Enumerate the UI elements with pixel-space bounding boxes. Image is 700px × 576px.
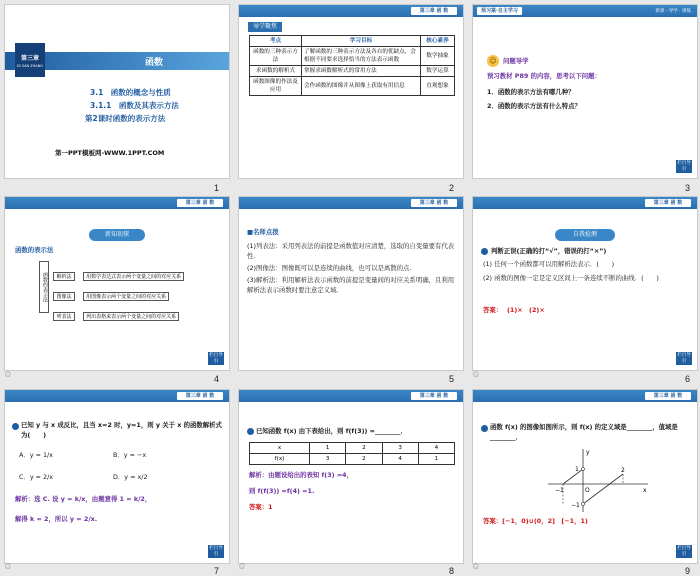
topic-title: 函数 — [145, 58, 164, 68]
side-label: 函数的表示法 — [39, 261, 49, 313]
question-text: 函数 f(x) 的图像如图所示，则 f(x) 的定义域是________，值域是________． — [490, 423, 678, 441]
method-desc: 用数学表达式表示两个变量之间的对应关系 — [83, 272, 184, 281]
answer-text: 答案：[−1，0)∪(0，2] [−1，1) — [483, 517, 588, 525]
method-row-1 — [53, 263, 184, 282]
chapter-tag: 第三章 函 数 — [177, 199, 223, 207]
slide-1[interactable] — [4, 4, 230, 179]
transition-icon[interactable]: ✩ — [4, 562, 12, 572]
method-row-2 — [53, 283, 169, 302]
slide-2[interactable] — [238, 4, 464, 179]
slide-number-8: 8 — [449, 566, 455, 576]
intro-text: 预习教材 P89 的内容，思考以下问题： — [487, 72, 601, 80]
solution-2: 解得 k = 2，所以 y = 2/x. — [15, 515, 98, 523]
subtitle-2: 3.1.1 函数及其表示方法 — [90, 101, 179, 110]
slide-number-9: 9 — [685, 566, 691, 576]
cell: 直观想象 — [421, 77, 455, 96]
x-axis-label: x — [643, 487, 647, 494]
transition-icon[interactable]: ✩ — [4, 370, 12, 380]
cell: 函数的三种表示方法 — [250, 47, 302, 66]
cell: f(x) — [250, 454, 310, 465]
item-1: (1) 任何一个函数都可以用解析法表示．( ) — [483, 260, 615, 268]
cell: 2 — [346, 454, 382, 465]
question-text: 已知 y 与 x 成反比，且当 x=2 时，y=1，则 y 关于 x 的函数解析式为( ) — [21, 421, 222, 439]
question-icon — [12, 423, 19, 430]
nav-corner-button[interactable]: 栏目导引 — [209, 546, 223, 557]
chapter-tag: 第三章 函 数 — [411, 199, 457, 207]
tip-heading: ■名师点拨 — [247, 228, 279, 236]
slide-8[interactable] — [238, 389, 464, 564]
origin-label: O — [585, 487, 590, 494]
slide-number-7: 7 — [214, 566, 220, 576]
th-point: 考点 — [250, 36, 302, 47]
answer-text: (1)× (2)× — [507, 306, 545, 314]
cell: 2 — [346, 443, 382, 454]
chapter-label: 第三章 — [20, 55, 39, 62]
section-banner: 自我检测 — [555, 229, 615, 241]
question-icon — [481, 425, 488, 432]
tick-label: 1 — [575, 466, 579, 473]
question-text: 已知函数 f(x) 由下表给出，则 f(f(3)) =________． — [256, 427, 407, 435]
solution-1: 解析：由题设给出的表知 f(3) =4， — [249, 471, 354, 479]
solution-2: 则 f(f(3)) =f(4) =1. — [249, 487, 315, 495]
method-name: 图像法 — [53, 292, 75, 301]
nav-corner-button[interactable]: 栏目导引 — [209, 353, 223, 364]
section-heading: 函数的表示法 — [15, 246, 54, 254]
objectives-table — [249, 35, 455, 96]
nav-corner-button[interactable]: 栏目导引 — [677, 353, 691, 364]
chapter-tag: 第三章 函 数 — [645, 392, 691, 400]
option-c[interactable]: C．y = 2/x — [19, 473, 54, 481]
nav-corner-button[interactable]: 栏目导引 — [677, 546, 691, 557]
section-banner: 导学聚焦 — [248, 22, 282, 32]
cell: 4 — [382, 454, 418, 465]
subtitle-1: 3.1 函数的概念与性质 — [90, 88, 171, 97]
y-axis-label: y — [586, 449, 590, 456]
transition-icon[interactable]: ✩ — [238, 562, 246, 572]
question-title: 问题导学 — [503, 57, 529, 65]
answer-text: 答案：1 — [249, 503, 273, 511]
subtitle-3: 第2课时函数的表示方法 — [85, 114, 166, 123]
slide-number-1: 1 — [214, 183, 220, 193]
solution-1: 解析：选 C. 设 y = k/x，由题意得 1 = k/2， — [15, 495, 152, 503]
slide-number-3: 3 — [685, 183, 691, 193]
item-2: (2) 函数的图像一定是定义区间上一条连续不断的曲线．( ) — [483, 274, 659, 282]
judge-question: 判断正误(正确的打“√”，错误的打“×”) — [491, 247, 607, 255]
slide-number-4: 4 — [214, 374, 220, 384]
function-graph — [543, 444, 653, 514]
nav-corner-button[interactable]: 栏目导引 — [677, 161, 691, 172]
section-banner: 预习案·自主学习 — [477, 7, 522, 15]
slide-7[interactable] — [4, 389, 230, 564]
option-b[interactable]: B．y = −x — [113, 451, 147, 459]
method-row-3 — [53, 303, 179, 322]
cell: 1 — [310, 443, 346, 454]
tick-label: −1 — [571, 502, 580, 509]
chapter-en: DI SAN ZHANG — [16, 64, 43, 68]
tip-3: (3)解析法：利用解析法表示函数的前提是变量间的对应关系明确，且利用解析法表示函数时要注意定义域. — [247, 276, 455, 294]
cell: 求函数的解析式 — [250, 66, 302, 77]
slide-4[interactable] — [4, 196, 230, 371]
judge-icon — [481, 248, 488, 255]
question-2: 2．函数的表示方法有什么特点？ — [487, 102, 581, 110]
cell: 4 — [418, 443, 454, 454]
slide-9[interactable] — [472, 389, 698, 564]
method-name: 解析法 — [53, 272, 75, 281]
nav-links[interactable]: 新课 · 导学 · 训练 — [655, 9, 691, 14]
watermark-text: 第一PPT模板网-WWW.1PPT.COM — [55, 149, 165, 157]
cell: 会作函数的图像并从图像上获取有用信息 — [302, 77, 421, 96]
option-d[interactable]: D．y = x/2 — [113, 473, 148, 481]
chapter-badge — [15, 43, 45, 77]
cell: x — [250, 443, 310, 454]
option-a[interactable]: A．y = 1/x — [19, 451, 53, 459]
method-name: 列表法 — [53, 312, 75, 321]
slide-number-2: 2 — [449, 183, 455, 193]
cell: 3 — [382, 443, 418, 454]
tip-1: (1)列表法：采用列表法的前提是函数值对应清楚，选取的自变量要有代表性. — [247, 242, 455, 260]
values-table — [249, 442, 455, 465]
cell: 1 — [418, 454, 454, 465]
cell: 掌握求函数解析式的常用方法 — [302, 66, 421, 77]
method-desc: 用图像表示两个变量之间的对应关系 — [83, 292, 169, 301]
slide-number-6: 6 — [685, 374, 691, 384]
smile-icon: ☺ — [487, 55, 499, 67]
chapter-tag: 第三章 函 数 — [411, 7, 457, 15]
cell: 函数图像的作法及应用 — [250, 77, 302, 96]
slide-5[interactable] — [238, 196, 464, 371]
tick-label: 2 — [621, 467, 625, 474]
section-banner: 新知初探 — [89, 229, 145, 241]
cell: 3 — [310, 454, 346, 465]
tick-label: −1 — [555, 487, 564, 494]
question-1: 1．函数的表示方法有哪几种？ — [487, 88, 575, 96]
cell: 数学运算 — [421, 66, 455, 77]
chapter-tag: 第三章 函 数 — [177, 392, 223, 400]
th-literacy: 核心素养 — [421, 36, 455, 47]
method-desc: 列出表格来表示两个变量之间的对应关系 — [83, 312, 179, 321]
answer-label: 答案： — [483, 306, 503, 314]
chapter-tag: 第三章 函 数 — [645, 199, 691, 207]
question-icon — [247, 428, 254, 435]
slide-3[interactable] — [472, 4, 698, 179]
transition-icon[interactable]: ✩ — [472, 562, 480, 572]
chapter-tag: 第三章 函 数 — [411, 392, 457, 400]
slide-6[interactable] — [472, 196, 698, 371]
cell: 了解函数的三种表示方法及各自的优缺点，会根据不同要求选择恰当的方法表示函数 — [302, 47, 421, 66]
th-goal: 学习目标 — [302, 36, 421, 47]
cell: 数学抽象 — [421, 47, 455, 66]
transition-icon[interactable]: ✩ — [472, 370, 480, 380]
tip-2: (2)图像法：图像既可以是连续的曲线，也可以是离散的点. — [247, 264, 412, 272]
slide-number-5: 5 — [449, 374, 455, 384]
